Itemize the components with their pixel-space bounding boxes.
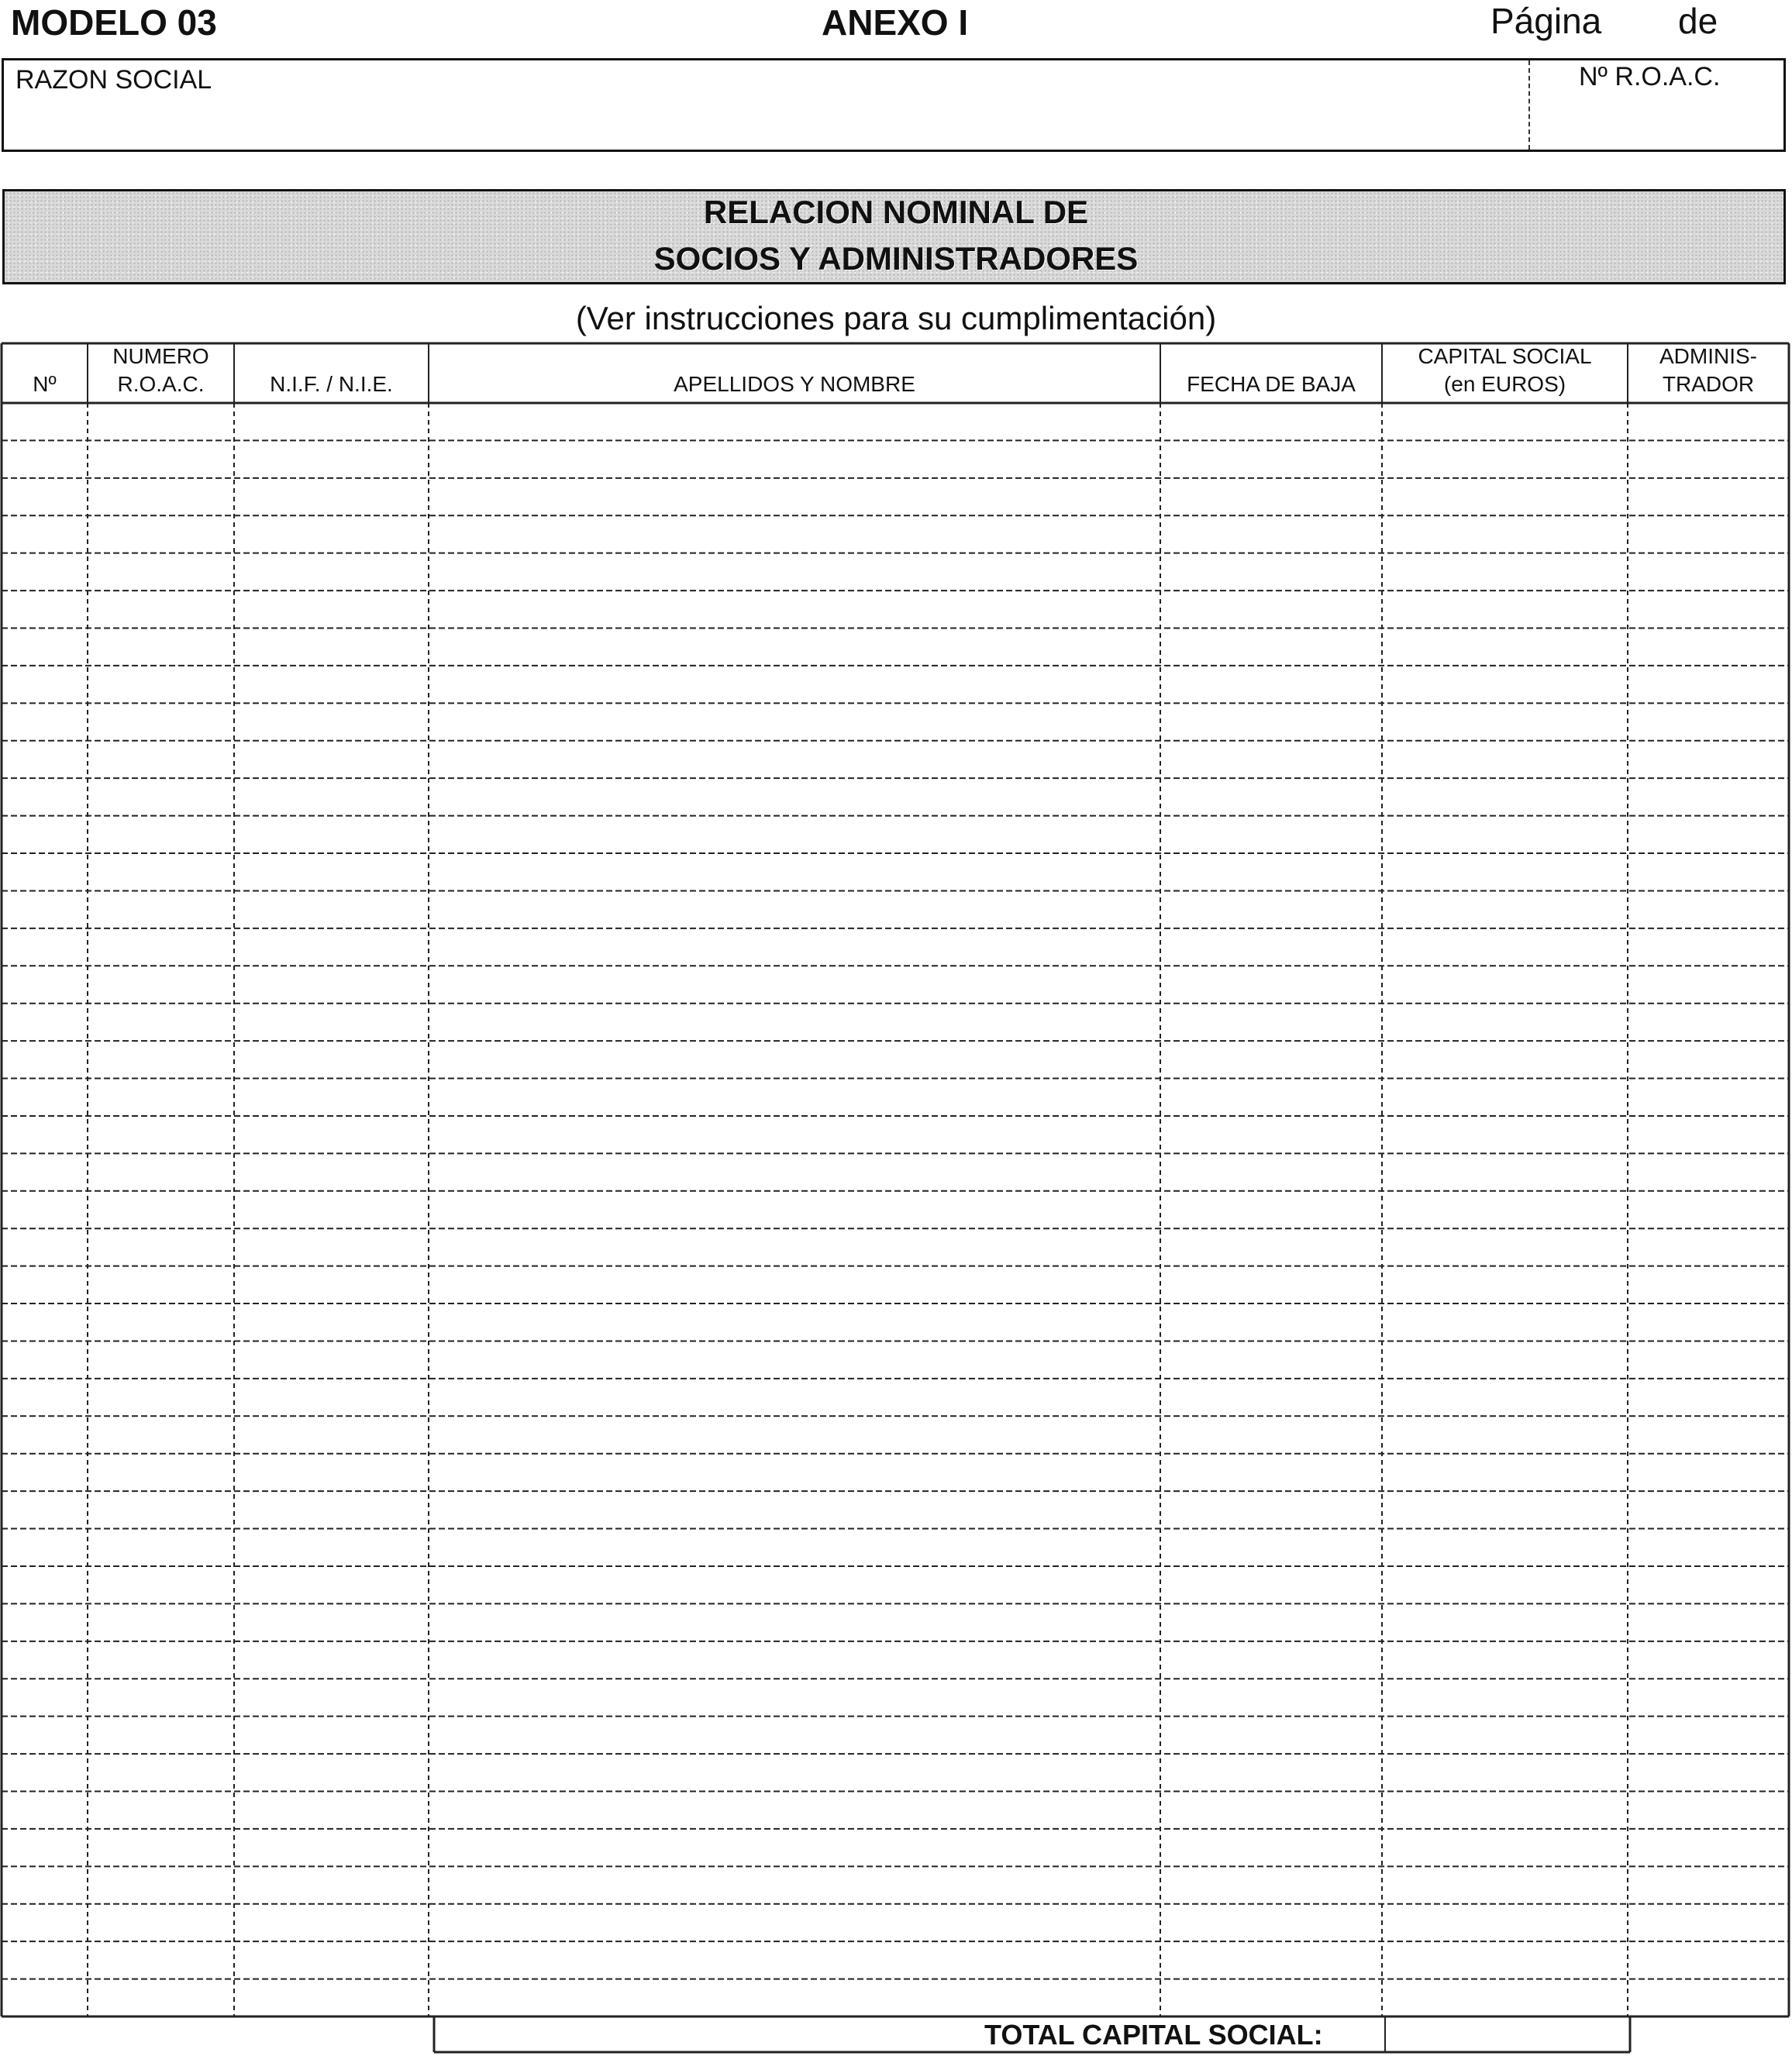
header-fecha-baja-line1: FECHA DE BAJA <box>1187 372 1356 396</box>
annex-title: ANEXO I <box>822 2 969 43</box>
header-apellidos-nombre <box>429 370 1160 398</box>
page-of-label: de <box>1678 1 1718 41</box>
header-administrador <box>1628 343 1789 398</box>
header-capital-social-line2: (en EUROS) <box>1443 372 1566 396</box>
header-numero-roac <box>88 343 234 398</box>
total-capital-label: TOTAL CAPITAL SOCIAL: <box>984 2019 1323 2051</box>
banner-title-line2: SOCIOS Y ADMINISTRADORES <box>653 240 1139 277</box>
banner-title-line1: RELACION NOMINAL DE <box>703 194 1089 230</box>
header-nif-nie-line1: N.I.F. / N.I.E. <box>270 372 393 396</box>
header-numero-roac-line1: NUMERO <box>112 344 209 368</box>
header-administrador-line1: ADMINIS- <box>1659 344 1757 368</box>
razon-social-label: RAZON SOCIAL <box>16 65 212 95</box>
instructions-note: (Ver instrucciones para su cumplimentación) <box>575 300 1217 336</box>
model-title: MODELO 03 <box>11 2 217 43</box>
page-label: Página <box>1490 1 1602 41</box>
header-fecha-baja <box>1160 370 1382 398</box>
header-numero-roac-line2: R.O.A.C. <box>117 372 205 396</box>
header-apellidos-nombre-line1: APELLIDOS Y NOMBRE <box>674 372 915 396</box>
header-nif-nie <box>234 370 429 398</box>
header-capital-social <box>1382 343 1628 398</box>
header-administrador-line2: TRADOR <box>1662 372 1755 396</box>
roac-label: Nº R.O.A.C. <box>1579 62 1721 91</box>
header-capital-social-line1: CAPITAL SOCIAL <box>1418 344 1592 368</box>
header-no <box>2 370 88 398</box>
header-no-line1: Nº <box>33 372 57 396</box>
